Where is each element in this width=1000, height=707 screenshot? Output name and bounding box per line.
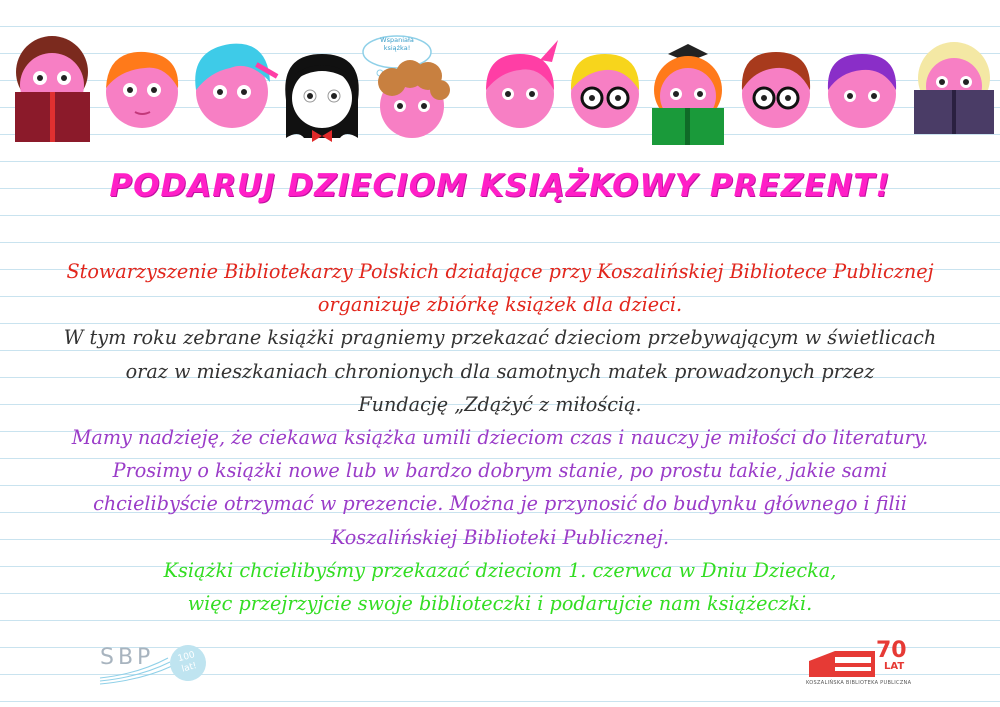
body-line: W tym roku zebrane książki pragniemy przekazać dzieciom przebywającym w świetlicach (63, 326, 937, 350)
body-line: Koszalińskiej Biblioteki Publicznej. (330, 525, 670, 549)
sbp-100-years-badge: 100 lat! (166, 641, 210, 685)
face-purple-hair (828, 54, 896, 128)
face-blue-hair-pencil (195, 44, 278, 128)
body-line: Mamy nadzieję, że ciekawa książka umili dzieciom czas i nauczy je miłości do literatury. (71, 426, 929, 450)
kbp-name: KOSZALIŃSKA BIBLIOTEKA PUBLICZNA (806, 680, 912, 686)
sbp-logo-text: SBP (100, 645, 155, 670)
face-brown-hair-glasses (742, 52, 810, 128)
face-orange-pigtails-green-book (652, 44, 724, 145)
face-orange-hair (106, 52, 178, 128)
body-line: Stowarzyszenie Bibliotekarzy Polskich działające przy Koszalińskiej Bibliotece Publicznej (66, 260, 934, 283)
body-line: Książki chcielibyśmy przekazać dzieciom 1. czerwca w Dniu Dziecka, (163, 558, 837, 582)
body-line: chcielibyście otrzymać w prezencie. Można je przynosić do budynku głównego i filii (93, 492, 907, 516)
kbp-years-label: LAT (884, 661, 905, 672)
body-line: oraz w mieszkaniach chronionych dla samotnych matek prowadzonych przez (125, 359, 875, 383)
face-curly-brown-hair (378, 60, 450, 138)
body-line: organizuje zbiórkę książek dla dzieci. (317, 293, 683, 317)
face-black-hair-red-bow (285, 54, 359, 142)
body-line: Prosimy o książki nowe lub w bardzo dobrym stanie, po prostu takie, jakie sami (112, 459, 888, 483)
children-faces-illustration (0, 10, 1000, 145)
face-reading-red-book (15, 36, 90, 142)
kbp-70-years: 70 (876, 638, 907, 663)
face-blonde-hair-purple-book (914, 42, 994, 134)
headline: PODARUJ DZIECIOM KSIĄŻKOWY PREZENT! (109, 168, 891, 204)
face-yellow-hair-glasses (571, 54, 639, 128)
body-line: więc przejrzyjcie swoje biblioteczki i podarujcie nam książeczki. (187, 592, 813, 616)
face-pink-hair-ribbon (486, 40, 558, 128)
body-text (10, 255, 990, 620)
body-line: Fundację „Zdążyć z miłością. (358, 392, 642, 416)
speech-bubble-text: Wspaniała książka! (380, 36, 414, 52)
